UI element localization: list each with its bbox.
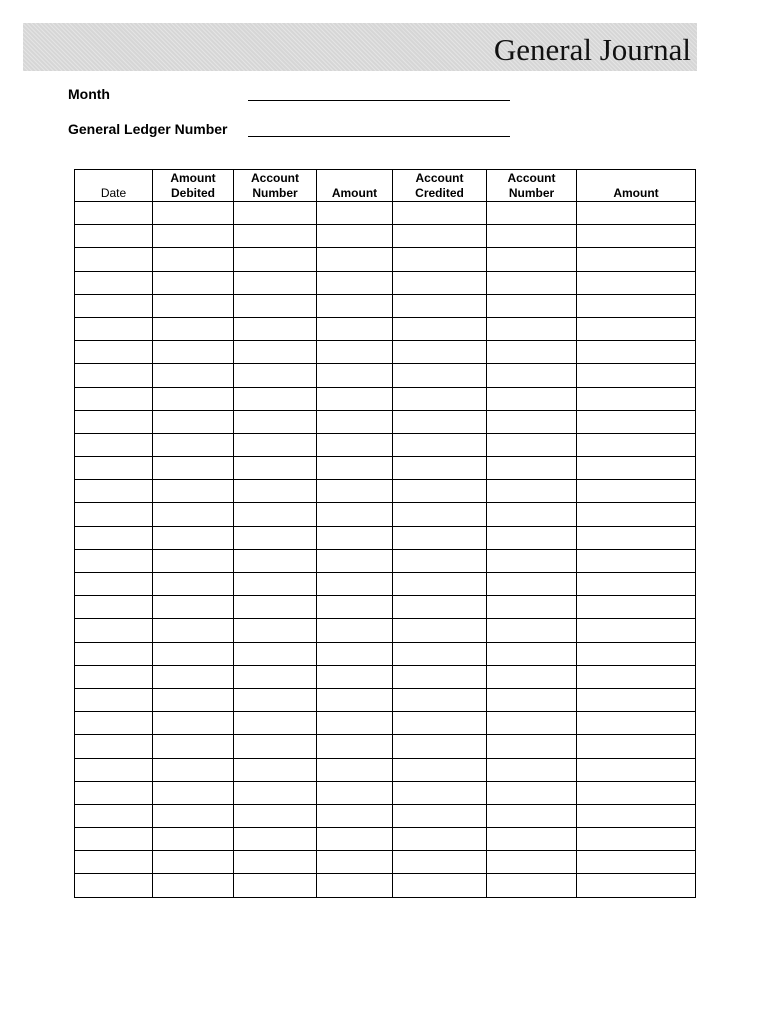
table-row [75,526,696,549]
cell-amount-debit[interactable] [317,457,393,480]
header-amount-debit: Amount [317,170,393,202]
cell-account-credited[interactable] [393,457,487,480]
cell-account-number-debit[interactable] [234,781,317,804]
cell-amount-debited[interactable] [153,642,234,665]
cell-account-number-debit[interactable] [234,202,317,225]
cell-amount-credit[interactable] [577,874,696,897]
cell-date[interactable] [75,665,153,688]
table-row [75,642,696,665]
month-field[interactable] [248,100,510,101]
cell-account-number-debit[interactable] [234,712,317,735]
cell-amount-credit[interactable] [577,596,696,619]
cell-amount-debit[interactable] [317,317,393,340]
table-row [75,433,696,456]
cell-amount-credit[interactable] [577,619,696,642]
cell-date[interactable] [75,364,153,387]
cell-date[interactable] [75,828,153,851]
cell-amount-debit[interactable] [317,526,393,549]
cell-date[interactable] [75,851,153,874]
cell-account-number-credit[interactable] [487,364,577,387]
cell-account-number-debit[interactable] [234,549,317,572]
table-row [75,619,696,642]
cell-account-number-credit[interactable] [487,433,577,456]
cell-amount-credit[interactable] [577,457,696,480]
cell-date[interactable] [75,758,153,781]
cell-account-credited[interactable] [393,735,487,758]
cell-date[interactable] [75,781,153,804]
table-row [75,804,696,827]
cell-account-number-debit[interactable] [234,294,317,317]
cell-amount-debit[interactable] [317,851,393,874]
cell-amount-debit[interactable] [317,828,393,851]
cell-account-number-debit[interactable] [234,433,317,456]
cell-amount-debit[interactable] [317,642,393,665]
cell-amount-debited[interactable] [153,433,234,456]
cell-account-number-debit[interactable] [234,526,317,549]
cell-amount-credit[interactable] [577,526,696,549]
cell-account-credited[interactable] [393,271,487,294]
cell-amount-credit[interactable] [577,317,696,340]
cell-account-credited[interactable] [393,688,487,711]
cell-amount-credit[interactable] [577,387,696,410]
cell-date[interactable] [75,433,153,456]
table-row [75,248,696,271]
table-row [75,480,696,503]
cell-account-number-debit[interactable] [234,457,317,480]
cell-account-number-debit[interactable] [234,804,317,827]
cell-account-credited[interactable] [393,712,487,735]
title-banner [23,23,697,71]
cell-date[interactable] [75,341,153,364]
cell-account-number-credit[interactable] [487,851,577,874]
cell-amount-debited[interactable] [153,294,234,317]
cell-date[interactable] [75,804,153,827]
cell-account-number-debit[interactable] [234,758,317,781]
cell-account-credited[interactable] [393,642,487,665]
cell-account-number-credit[interactable] [487,410,577,433]
table-row [75,781,696,804]
cell-amount-debit[interactable] [317,410,393,433]
cell-account-number-debit[interactable] [234,665,317,688]
cell-amount-debit[interactable] [317,665,393,688]
table-row [75,364,696,387]
cell-amount-credit[interactable] [577,804,696,827]
header-account-credited: Account Credited [393,170,487,202]
cell-amount-debit[interactable] [317,596,393,619]
table-row [75,387,696,410]
cell-amount-debited[interactable] [153,851,234,874]
cell-account-number-credit[interactable] [487,573,577,596]
cell-amount-debit[interactable] [317,758,393,781]
cell-amount-debited[interactable] [153,804,234,827]
header-account-number-credit: Account Number [487,170,577,202]
cell-account-number-debit[interactable] [234,688,317,711]
cell-amount-credit[interactable] [577,642,696,665]
cell-date[interactable] [75,387,153,410]
table-row [75,549,696,572]
cell-amount-debit[interactable] [317,294,393,317]
cell-account-credited[interactable] [393,294,487,317]
cell-account-credited[interactable] [393,433,487,456]
cell-account-number-credit[interactable] [487,712,577,735]
cell-date[interactable] [75,688,153,711]
cell-date[interactable] [75,573,153,596]
cell-amount-debit[interactable] [317,248,393,271]
cell-account-number-credit[interactable] [487,642,577,665]
cell-account-number-credit[interactable] [487,202,577,225]
cell-date[interactable] [75,712,153,735]
table-row [75,573,696,596]
cell-amount-debited[interactable] [153,526,234,549]
cell-amount-debited[interactable] [153,712,234,735]
header-account-number-debit: Account Number [234,170,317,202]
table-row [75,341,696,364]
cell-account-credited[interactable] [393,480,487,503]
cell-date[interactable] [75,735,153,758]
table-row [75,758,696,781]
cell-account-number-debit[interactable] [234,596,317,619]
cell-amount-debited[interactable] [153,457,234,480]
cell-amount-credit[interactable] [577,248,696,271]
cell-date[interactable] [75,596,153,619]
cell-amount-credit[interactable] [577,665,696,688]
cell-account-number-credit[interactable] [487,735,577,758]
cell-account-number-debit[interactable] [234,480,317,503]
cell-amount-debited[interactable] [153,549,234,572]
table-row [75,665,696,688]
cell-account-credited[interactable] [393,758,487,781]
cell-amount-credit[interactable] [577,503,696,526]
table-row [75,225,696,248]
cell-account-number-credit[interactable] [487,503,577,526]
cell-amount-debited[interactable] [153,735,234,758]
cell-account-number-credit[interactable] [487,619,577,642]
cell-amount-credit[interactable] [577,573,696,596]
journal-table [74,169,696,898]
cell-amount-debit[interactable] [317,573,393,596]
cell-account-number-debit[interactable] [234,271,317,294]
cell-amount-credit[interactable] [577,294,696,317]
cell-account-number-credit[interactable] [487,874,577,897]
cell-account-credited[interactable] [393,387,487,410]
cell-amount-debit[interactable] [317,735,393,758]
cell-date[interactable] [75,619,153,642]
cell-date[interactable] [75,225,153,248]
cell-account-number-debit[interactable] [234,619,317,642]
cell-account-number-credit[interactable] [487,804,577,827]
cell-amount-credit[interactable] [577,410,696,433]
cell-date[interactable] [75,480,153,503]
cell-amount-debited[interactable] [153,573,234,596]
month-label: Month [68,86,110,102]
cell-amount-credit[interactable] [577,341,696,364]
cell-account-number-credit[interactable] [487,688,577,711]
cell-account-number-credit[interactable] [487,781,577,804]
table-row [75,503,696,526]
table-row [75,271,696,294]
cell-amount-debit[interactable] [317,804,393,827]
cell-amount-debit[interactable] [317,712,393,735]
cell-amount-debited[interactable] [153,271,234,294]
cell-amount-debited[interactable] [153,364,234,387]
cell-date[interactable] [75,271,153,294]
cell-amount-debit[interactable] [317,549,393,572]
table-row [75,410,696,433]
cell-account-number-debit[interactable] [234,364,317,387]
cell-amount-credit[interactable] [577,688,696,711]
table-header-row [75,170,696,202]
cell-amount-debited[interactable] [153,758,234,781]
cell-account-number-debit[interactable] [234,317,317,340]
table-row [75,828,696,851]
general-ledger-number-label: General Ledger Number [68,121,228,137]
cell-account-credited[interactable] [393,410,487,433]
cell-account-number-credit[interactable] [487,457,577,480]
cell-amount-debited[interactable] [153,688,234,711]
cell-amount-credit[interactable] [577,851,696,874]
cell-account-credited[interactable] [393,781,487,804]
table-row [75,851,696,874]
cell-account-credited[interactable] [393,665,487,688]
cell-account-number-credit[interactable] [487,271,577,294]
cell-account-number-credit[interactable] [487,526,577,549]
cell-amount-credit[interactable] [577,225,696,248]
page-title: General Journal [493,32,691,67]
cell-amount-debit[interactable] [317,271,393,294]
cell-account-number-debit[interactable] [234,851,317,874]
cell-account-credited[interactable] [393,364,487,387]
cell-amount-credit[interactable] [577,781,696,804]
cell-date[interactable] [75,457,153,480]
journal-body [75,202,696,898]
cell-amount-debit[interactable] [317,874,393,897]
cell-date[interactable] [75,317,153,340]
cell-amount-credit[interactable] [577,828,696,851]
cell-amount-credit[interactable] [577,480,696,503]
cell-account-credited[interactable] [393,804,487,827]
cell-account-number-debit[interactable] [234,225,317,248]
cell-account-credited[interactable] [393,549,487,572]
cell-date[interactable] [75,874,153,897]
cell-account-number-debit[interactable] [234,503,317,526]
cell-date[interactable] [75,526,153,549]
cell-amount-debit[interactable] [317,619,393,642]
table-row [75,712,696,735]
cell-amount-debit[interactable] [317,364,393,387]
cell-amount-debit[interactable] [317,387,393,410]
cell-account-number-credit[interactable] [487,248,577,271]
table-row [75,202,696,225]
cell-date[interactable] [75,642,153,665]
cell-account-number-debit[interactable] [234,341,317,364]
cell-date[interactable] [75,503,153,526]
cell-amount-credit[interactable] [577,735,696,758]
cell-amount-debited[interactable] [153,410,234,433]
cell-amount-debited[interactable] [153,874,234,897]
cell-account-number-credit[interactable] [487,225,577,248]
table-row [75,735,696,758]
cell-account-number-debit[interactable] [234,410,317,433]
cell-amount-credit[interactable] [577,712,696,735]
cell-account-number-credit[interactable] [487,480,577,503]
cell-amount-debited[interactable] [153,248,234,271]
general-ledger-number-field[interactable] [248,136,510,137]
cell-amount-debit[interactable] [317,341,393,364]
cell-account-credited[interactable] [393,248,487,271]
cell-account-number-credit[interactable] [487,387,577,410]
cell-account-number-debit[interactable] [234,828,317,851]
cell-amount-credit[interactable] [577,549,696,572]
cell-account-number-credit[interactable] [487,758,577,781]
cell-account-credited[interactable] [393,317,487,340]
table-row [75,294,696,317]
cell-amount-debited[interactable] [153,225,234,248]
cell-amount-debit[interactable] [317,480,393,503]
cell-account-number-credit[interactable] [487,596,577,619]
cell-account-credited[interactable] [393,225,487,248]
table-row [75,688,696,711]
table-row [75,317,696,340]
cell-account-credited[interactable] [393,596,487,619]
table-row [75,874,696,897]
cell-account-number-credit[interactable] [487,828,577,851]
cell-amount-debited[interactable] [153,596,234,619]
header-date: Date [75,170,153,202]
header-amount-debited: Amount Debited [153,170,234,202]
cell-amount-debit[interactable] [317,433,393,456]
cell-amount-debited[interactable] [153,317,234,340]
table-row [75,596,696,619]
cell-amount-credit[interactable] [577,271,696,294]
cell-date[interactable] [75,549,153,572]
cell-account-number-credit[interactable] [487,294,577,317]
cell-amount-debited[interactable] [153,619,234,642]
cell-amount-debited[interactable] [153,665,234,688]
cell-date[interactable] [75,410,153,433]
cell-date[interactable] [75,294,153,317]
cell-amount-debited[interactable] [153,341,234,364]
cell-amount-debit[interactable] [317,202,393,225]
cell-amount-debited[interactable] [153,828,234,851]
table-row [75,457,696,480]
cell-account-credited[interactable] [393,503,487,526]
cell-account-number-debit[interactable] [234,735,317,758]
cell-account-credited[interactable] [393,526,487,549]
cell-account-number-debit[interactable] [234,248,317,271]
cell-account-number-credit[interactable] [487,341,577,364]
cell-account-credited[interactable] [393,619,487,642]
cell-amount-debit[interactable] [317,503,393,526]
cell-account-credited[interactable] [393,874,487,897]
cell-amount-credit[interactable] [577,433,696,456]
cell-amount-debited[interactable] [153,387,234,410]
cell-amount-debited[interactable] [153,480,234,503]
cell-amount-debited[interactable] [153,781,234,804]
cell-amount-credit[interactable] [577,202,696,225]
cell-account-number-credit[interactable] [487,665,577,688]
cell-amount-debit[interactable] [317,225,393,248]
cell-amount-debited[interactable] [153,503,234,526]
cell-amount-debited[interactable] [153,202,234,225]
cell-amount-credit[interactable] [577,758,696,781]
cell-account-number-credit[interactable] [487,317,577,340]
cell-account-credited[interactable] [393,828,487,851]
cell-account-credited[interactable] [393,573,487,596]
cell-account-number-credit[interactable] [487,549,577,572]
cell-account-number-debit[interactable] [234,573,317,596]
cell-account-credited[interactable] [393,202,487,225]
cell-amount-debit[interactable] [317,781,393,804]
cell-account-number-debit[interactable] [234,642,317,665]
cell-amount-credit[interactable] [577,364,696,387]
cell-account-number-debit[interactable] [234,387,317,410]
cell-date[interactable] [75,248,153,271]
cell-account-credited[interactable] [393,851,487,874]
cell-account-number-debit[interactable] [234,874,317,897]
header-amount-credit: Amount [577,170,696,202]
cell-amount-debit[interactable] [317,688,393,711]
cell-account-credited[interactable] [393,341,487,364]
cell-date[interactable] [75,202,153,225]
